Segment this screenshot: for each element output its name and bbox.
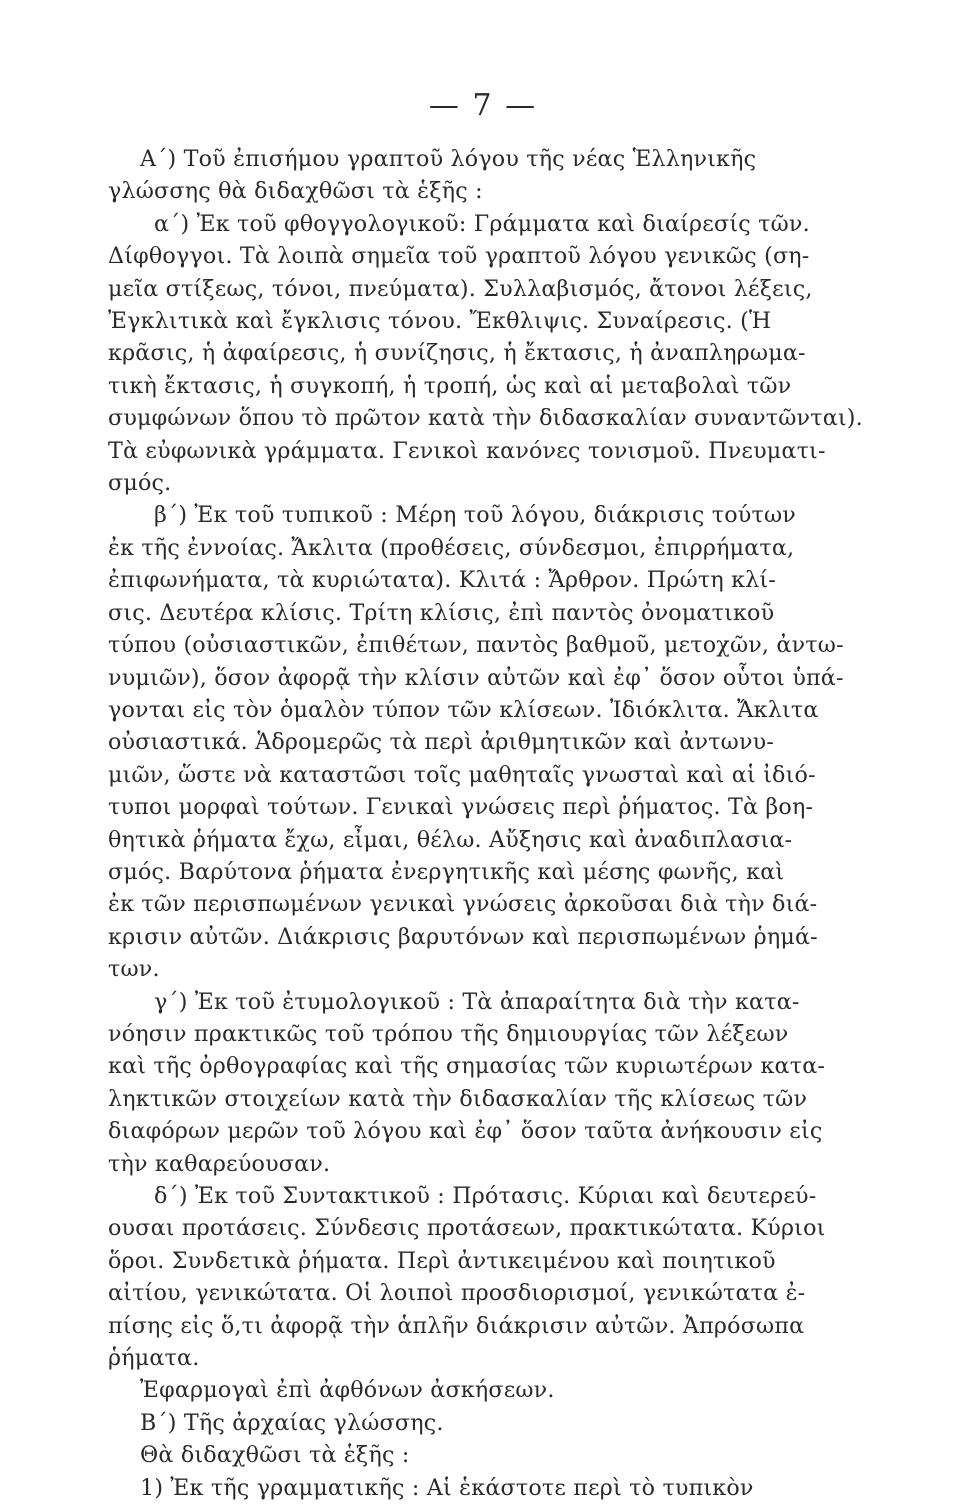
text-line: γ΄) Ἐκ τοῦ ἐτυμολογικοῦ : Τὰ ἀπαραίτητα διὰ τὴν κατα- bbox=[154, 988, 800, 1015]
text-line: κρᾶσις, ἡ ἀφαίρεσις, ἡ συνίζησις, ἡ ἔκτασις, ἡ ἀναπληρωμα- bbox=[108, 340, 806, 367]
text-line: 1) Ἐκ τῆς γραμματικῆς : Αἱ ἑκάστοτε περὶ τὸ τυπικὸν bbox=[140, 1474, 754, 1501]
text-line: τὴν καθαρεύουσαν. bbox=[108, 1150, 331, 1177]
text-line: μιῶν, ὥστε νὰ καταστῶσι τοῖς μαθηταῖς γνωσταὶ καὶ αἱ ἰδιό- bbox=[108, 761, 816, 788]
text-line: των. bbox=[108, 956, 160, 983]
text-line: δ΄) Ἐκ τοῦ Συντακτικοῦ : Πρότασις. Κύριαι καὶ δευτερεύ- bbox=[154, 1183, 817, 1209]
text-line: νυμιῶν), ὅσον ἀφορᾷ τὴν κλίσιν αὐτῶν καὶ ἐφ᾿ ὅσον οὗτοι ὑπά- bbox=[108, 664, 844, 691]
text-line: ἐκ τῶν περισπωμένων γενικαὶ γνώσεις ἀρκοῦσαι διὰ τὴν διά- bbox=[108, 891, 818, 918]
text-line: ἐπιφωνήματα, τὰ κυριώτατα). Κλιτά : Ἄρθρον. Πρώτη κλί- bbox=[108, 567, 777, 594]
text-line: οὐσιαστικά. Ἁδρομερῶς τὰ περὶ ἀριθμητικῶν καὶ ἀντωνυ- bbox=[108, 729, 775, 756]
text-line: Τὰ εὐφωνικὰ γράμματα. Γενικοὶ κανόνες τονισμοῦ. Πνευματι- bbox=[108, 437, 826, 464]
page-number: — 7 — bbox=[428, 88, 538, 123]
body-text bbox=[108, 143, 863, 1504]
text-line: αἰτίου, γενικώτατα. Οἱ λοιποὶ προσδιορισμοί, γενικώτατα ἐ- bbox=[108, 1280, 806, 1307]
text-line: σμός. Βαρύτονα ῥήματα ἐνεργητικῆς καὶ μέσης φωνῆς, καὶ bbox=[108, 858, 785, 885]
text-line: ῥήματα. bbox=[108, 1345, 200, 1372]
text-line: Ἐφαρμογαὶ ἐπὶ ἀφθόνων ἀσκήσεων. bbox=[140, 1377, 555, 1404]
text-line: γονται εἰς τὸν ὁμαλὸν τύπον τῶν κλίσεων. Ἰδιόκλιτα. Ἄκλιτα bbox=[108, 696, 819, 723]
text-line: γλώσσης θὰ διδαχθῶσι τὰ ἑξῆς : bbox=[108, 178, 483, 205]
text-line: Β΄) Τῆς ἀρχαίας γλώσσης. bbox=[140, 1409, 444, 1436]
text-line: ληκτικῶν στοιχείων κατὰ τὴν διδασκαλίαν τῆς κλίσεως τῶν bbox=[108, 1085, 808, 1112]
text-line: τικὴ ἔκτασις, ἡ συγκοπή, ἡ τροπή, ὡς καὶ αἱ μεταβολαὶ τῶν bbox=[108, 372, 792, 399]
text-line: A΄) Τοῦ ἐπισήμου γραπτοῦ λόγου τῆς νέας Ἑλληνικῆς bbox=[140, 146, 757, 172]
text-line: β΄) Ἐκ τοῦ τυπικοῦ : Μέρη τοῦ λόγου, διάκρισις τούτων bbox=[154, 502, 796, 529]
text-line: α΄) Ἐκ τοῦ φθογγολογικοῦ: Γράμματα καὶ διαίρεσίς τῶν. bbox=[154, 210, 810, 237]
text-line: διαφόρων μερῶν τοῦ λόγου καὶ ἐφ᾿ ὅσον ταῦτα ἀνήκουσιν εἰς bbox=[108, 1118, 823, 1145]
text-line: τυποι μορφαὶ τούτων. Γενικαὶ γνώσεις περὶ ῥήματος. Τὰ βοη- bbox=[108, 794, 814, 821]
text-line: μεῖα στίξεως, τόνοι, πνεύματα). Συλλαβισμός, ἄτονοι λέξεις, bbox=[108, 275, 813, 302]
text-line: θητικὰ ῥήματα ἔχω, εἶμαι, θέλω. Αὔξησις καὶ ἀναδιπλασια- bbox=[108, 826, 793, 853]
text-line: Δίφθογγοι. Τὰ λοιπὰ σημεῖα τοῦ γραπτοῦ λόγου γενικῶς (ση- bbox=[108, 243, 810, 270]
text-line: κρισιν αὐτῶν. Διάκρισις βαρυτόνων καὶ περισπωμένων ῥημά- bbox=[108, 923, 818, 950]
text-line: συμφώνων ὅπου τὸ πρῶτον κατὰ τὴν διδασκαλίαν συναντῶνται). bbox=[108, 405, 863, 432]
text-line: ὅροι. Συνδετικὰ ῥήματα. Περὶ ἀντικειμένου καὶ ποιητικοῦ bbox=[108, 1247, 776, 1274]
text-line: Θὰ διδαχθῶσι τὰ ἑξῆς : bbox=[140, 1442, 410, 1469]
text-line: τύπου (οὐσιαστικῶν, ἐπιθέτων, παντὸς βαθμοῦ, μετοχῶν, ἀντω- bbox=[108, 632, 844, 659]
text-line: σις. Δευτέρα κλίσις. Τρίτη κλίσις, ἐπὶ παντὸς ὀνοματικοῦ bbox=[108, 599, 775, 626]
text-line: ἐκ τῆς ἐννοίας. Ἄκλιτα (προθέσεις, σύνδεσμοι, ἐπιρρήματα, bbox=[108, 534, 795, 561]
text-line: Ἐγκλιτικὰ καὶ ἔγκλισις τόνου. Ἔκθλιψις. Συναίρεσις. (Ἡ bbox=[108, 308, 772, 335]
text-line: νόησιν πρακτικῶς τοῦ τρόπου τῆς δημιουργίας τῶν λέξεων bbox=[108, 1020, 789, 1047]
text-line: ουσαι προτάσεις. Σύνδεσις προτάσεων, πρακτικώτατα. Κύριοι bbox=[108, 1215, 826, 1242]
text-line: πίσης εἰς ὅ,τι ἀφορᾷ τὴν ἁπλῆν διάκρισιν αὐτῶν. Ἀπρόσωπα bbox=[108, 1312, 805, 1339]
text-line: καὶ τῆς ὀρθογραφίας καὶ τῆς σημασίας τῶν κυριωτέρων κατα- bbox=[108, 1053, 826, 1080]
text-line: σμός. bbox=[108, 470, 172, 497]
